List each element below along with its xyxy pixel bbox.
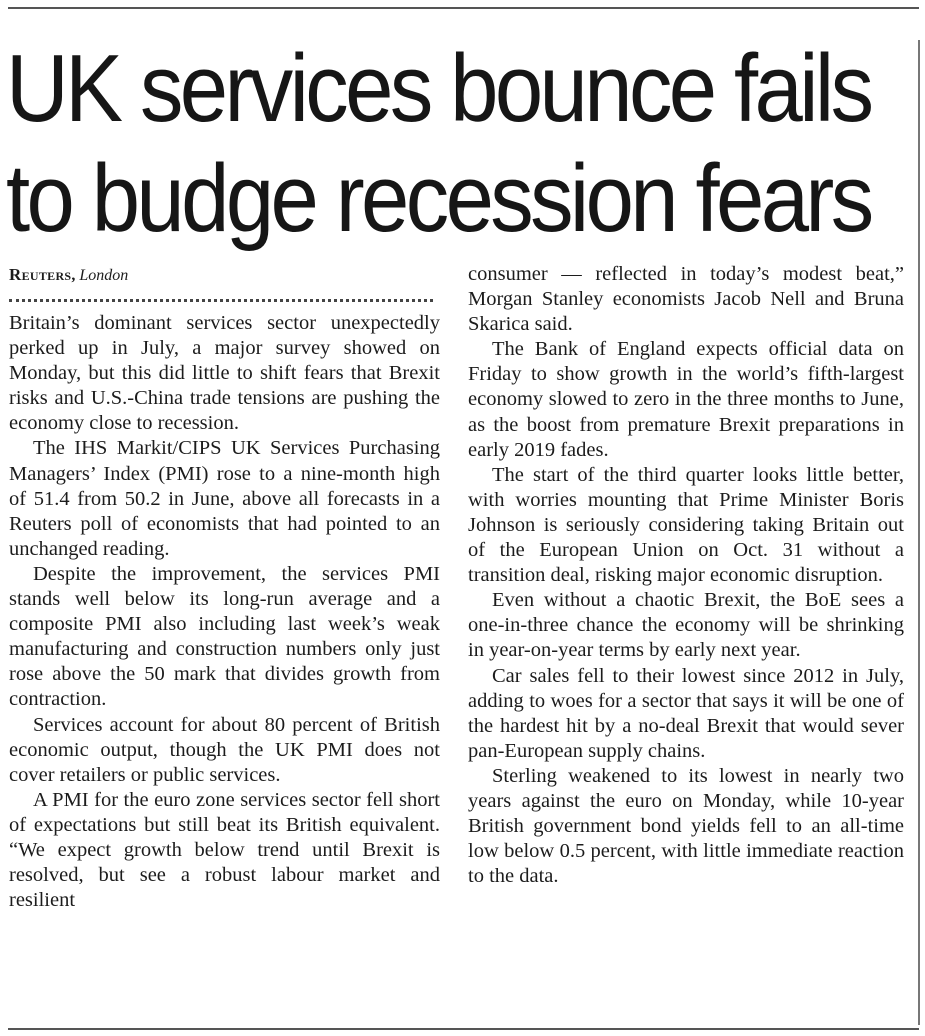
paragraph: Britain’s dominant services sector unexpectedly perked up in July, a major survey showed on Monday, but this did little to shift fears that Brexit risks and U.S.-China trade tensions are pushing the economy close to recession. [9,312,440,435]
paragraph: A PMI for the euro zone services sector fell short of expectations but still beat its British equivalent. “We expect growth below trend until Brexit is resolved, but see a robust labour market and resilient [9,788,440,912]
paragraph: consumer — reflected in today’s modest beat,” Morgan Stanley economists Jacob Nell and Bruna Skarica said. [468,263,904,336]
paragraph: Despite the improvement, the services PMI stands well below its long-run average and a composite PMI also including last week’s weak manufacturing and construction numbers only just rose above the 50 mark that divides growth from contraction. [9,562,440,711]
paragraph: The start of the third quarter looks little better, with worries mounting that Prime Minister Boris Johnson is seriously considering taking Britain out of the European Union on Oct. 31 without a transition deal, risking major economic disruption. [468,463,904,587]
paragraph: Services account for about 80 percent of British economic output, though the UK PMI does not cover retailers or public services. [9,713,440,786]
paragraph: Even without a chaotic Brexit, the BoE sees a one-in-three chance the economy will be shrinking in year-on-year terms by early next year. [468,589,904,662]
byline-city: London [79,267,129,284]
top-rule [8,7,919,9]
column-rule-right [918,40,920,1025]
paragraph: The Bank of England expects official data on Friday to show growth in the world’s fifth-largest economy slowed to zero in the three months to June, as the boost from premature Brexit preparations in early 2019 fades. [468,338,904,461]
article-column-right [468,262,904,889]
headline [6,34,871,254]
article-column-left [9,262,440,913]
headline-line-2: to budge recession fears [6,145,871,252]
paragraph: Car sales fell to their lowest since 2012 in July, adding to woes for a sector that says it will be one of the hardest hit by a no-deal Brexit that would sever pan-European supply chains. [468,664,904,762]
byline-agency: Reuters [9,265,72,284]
byline [9,262,440,287]
paragraph: Sterling weakened to its lowest in nearly two years against the euro on Monday, while 10-year British government bond yields fell to an all-time low below 0.5 percent, with little immediate reaction to the data. [468,764,904,888]
headline-line-1: UK services bounce fails [6,35,871,142]
dotted-divider [9,299,433,302]
bottom-rule [8,1028,919,1030]
paragraph: The IHS Markit/CIPS UK Services Purchasing Managers’ Index (PMI) rose to a nine-month high of 51.4 from 50.2 in June, above all forecasts in a Reuters poll of economists that had pointed to an unchanged reading. [9,437,440,560]
byline-separator: , [71,267,76,284]
